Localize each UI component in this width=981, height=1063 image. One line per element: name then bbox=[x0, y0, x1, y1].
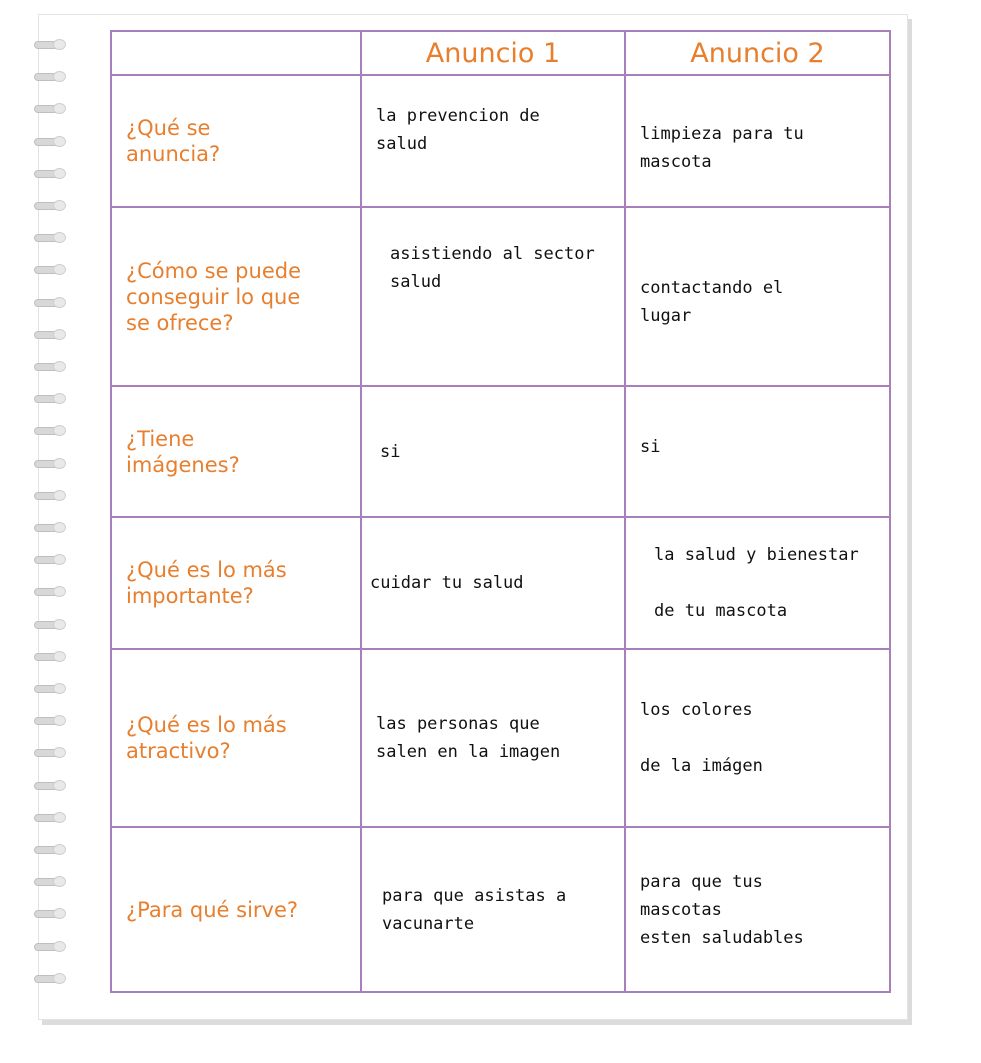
binding-ring bbox=[34, 680, 68, 696]
binding-ring bbox=[34, 905, 68, 921]
binding-ring bbox=[34, 261, 68, 277]
answer-cell: contactando el lugar bbox=[625, 207, 890, 386]
binding-ring bbox=[34, 133, 68, 149]
answer-cell: la prevencion de salud bbox=[361, 75, 625, 207]
binding-ring bbox=[34, 36, 68, 52]
binding-ring bbox=[34, 197, 68, 213]
binding-ring bbox=[34, 583, 68, 599]
binding-ring bbox=[34, 294, 68, 310]
answer-cell: cuidar tu salud bbox=[361, 517, 625, 649]
binding-ring bbox=[34, 487, 68, 503]
binding-ring bbox=[34, 519, 68, 535]
binding-ring bbox=[34, 616, 68, 632]
table-row bbox=[111, 827, 890, 992]
table-row bbox=[111, 207, 890, 386]
binding-ring bbox=[34, 744, 68, 760]
question-cell: ¿Para qué sirve? bbox=[111, 827, 361, 992]
binding-ring bbox=[34, 390, 68, 406]
column-header-anuncio-1: Anuncio 1 bbox=[361, 31, 625, 75]
comparison-table bbox=[110, 30, 891, 993]
question-cell: ¿Tiene imágenes? bbox=[111, 386, 361, 517]
question-cell: ¿Qué es lo más importante? bbox=[111, 517, 361, 649]
answer-cell: limpieza para tu mascota bbox=[625, 75, 890, 207]
binding-ring bbox=[34, 165, 68, 181]
binding-ring bbox=[34, 358, 68, 374]
binding-ring bbox=[34, 873, 68, 889]
binding-ring bbox=[34, 938, 68, 954]
table-row bbox=[111, 517, 890, 649]
answer-cell: los colores de la imágen bbox=[625, 649, 890, 827]
binding-ring bbox=[34, 841, 68, 857]
question-cell: ¿Qué es lo más atractivo? bbox=[111, 649, 361, 827]
answer-cell: las personas que salen en la imagen bbox=[361, 649, 625, 827]
table-row bbox=[111, 386, 890, 517]
binding-ring bbox=[34, 648, 68, 664]
header-row bbox=[111, 31, 890, 75]
binding-ring bbox=[34, 777, 68, 793]
binding-ring bbox=[34, 326, 68, 342]
column-header-anuncio-2: Anuncio 2 bbox=[625, 31, 890, 75]
table-row bbox=[111, 649, 890, 827]
binding-ring bbox=[34, 712, 68, 728]
answer-cell: si bbox=[361, 386, 625, 517]
binding-ring bbox=[34, 229, 68, 245]
answer-cell: la salud y bienestar de tu mascota bbox=[625, 517, 890, 649]
answer-cell: si bbox=[625, 386, 890, 517]
binding-ring bbox=[34, 100, 68, 116]
answer-cell: asistiendo al sector salud bbox=[361, 207, 625, 386]
binding-ring bbox=[34, 809, 68, 825]
binding-ring bbox=[34, 455, 68, 471]
binding-ring bbox=[34, 970, 68, 986]
corner-cell bbox=[111, 31, 361, 75]
binding-ring bbox=[34, 551, 68, 567]
answer-cell: para que asistas a vacunarte bbox=[361, 827, 625, 992]
answer-cell: para que tus mascotas esten saludables bbox=[625, 827, 890, 992]
binding-ring bbox=[34, 68, 68, 84]
binding-ring bbox=[34, 422, 68, 438]
question-cell: ¿Qué se anuncia? bbox=[111, 75, 361, 207]
question-cell: ¿Cómo se puede conseguir lo que se ofrece? bbox=[111, 207, 361, 386]
table-row bbox=[111, 75, 890, 207]
